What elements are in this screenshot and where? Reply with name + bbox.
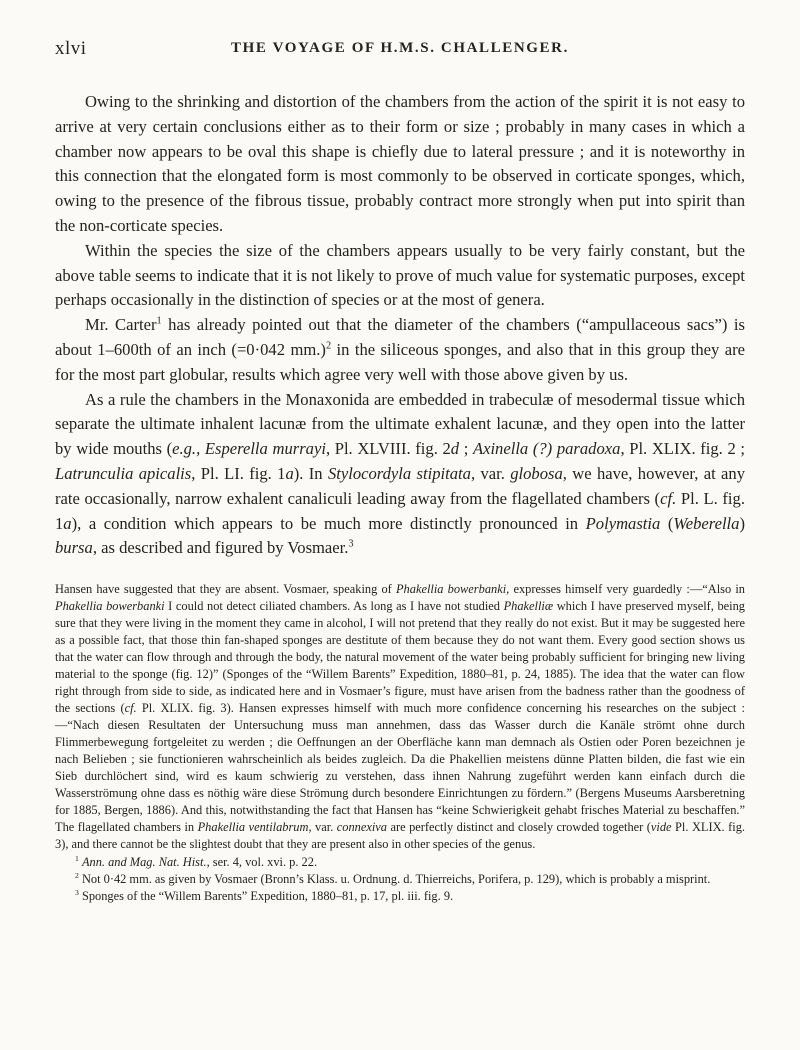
text-segment: Latrunculia apicalis xyxy=(55,463,192,483)
text-segment: ), a condition which appears to be much more distinctly pronounced in xyxy=(71,513,586,533)
text-segment: d xyxy=(450,439,460,459)
text-segment: Ann. and Mag. Nat. Hist. xyxy=(81,855,207,870)
text-segment: Phakellia bowerbanki xyxy=(55,599,165,614)
footnote-2 xyxy=(55,871,745,888)
footnote-continuation xyxy=(55,581,745,853)
text-segment: , var. xyxy=(470,463,511,483)
text-segment: Pl. XLIX. fig. 3). Hansen expresses himself with much more confidence concerning his researches on the subject :—“Nach diesen Resultaten der Untersuchung muss man annehmen, dass das Wasser durch die Kanäle strömt ohne durch Flimmerbewegung fortgeleitet zu werden ; die Oeffnungen an der Oberfläche kann man demnach als Ostien oder Poren bezeichnen je nach Belieben ; sie functionieren wahrscheinlich als beides zugleich. Da die Phakellien meistens dünne Platten bilden, die fast wie ein Sieb durchlöchert sind, wird es kaum schwierig zu verstehen, dass ihnen Nahrung zugeführt werden kann einfach durch die Wasserströmung ohne dass es nöthig wäre diese Strömung durch besondere Einrichtungen zu fördern.” (Bergens Museums Aarsberetning for 1885, Bergen, 1886). And this, notwithstanding the fact that Hansen has “keine Schwierigkeit gehabt frisches Material zu beschaffen.” The flagellated chambers in xyxy=(55,701,745,835)
text-segment: has already pointed out that the diameter of the chambers (“ampullaceous sacs”) is about 1–600th of an inch (=0·042 mm.) xyxy=(55,315,745,359)
main-text xyxy=(55,90,745,561)
text-segment: vide xyxy=(650,820,672,835)
text-segment: Axinella (?) paradoxa xyxy=(472,439,621,459)
text-segment: , we have, however, at any rate occasionally, narrow exhalent canaliculi leading away from the flagellated chambers ( xyxy=(55,463,746,508)
text-segment: e.g., Esperella murrayi xyxy=(172,439,326,459)
footnote-marker: 3 xyxy=(75,888,79,898)
text-segment: , var. xyxy=(308,820,337,835)
text-segment: , Pl. XLVIII. fig. 2 xyxy=(325,439,451,459)
paragraph-3 xyxy=(55,313,745,387)
page-number: xlvi xyxy=(55,38,87,59)
footnote-marker: 2 xyxy=(325,340,332,352)
text-segment: , as described and figured by Vosmaer. xyxy=(92,538,349,558)
text-segment: Phakelliæ xyxy=(503,599,554,614)
footnotes xyxy=(55,854,745,905)
text-segment: which I have preserved myself, being sure that they were living in the moment they came in alcohol, I will not pretend that they really do not exist. But it may be suggested here as a possible fact, that those thin fan-shaped sponges are destitute of them because they do not want them. Every good section shows us that the water can flow through and through the body, the natural movement of the water being probably sufficient for bringing new living material to the sponge (fig. 12)” (Sponges of the “Willem Barents” Expedition, 1880–81, p. 24, 1885). The idea that the water can flow right through from side to side, as indicated here and in Vosmaer’s figure, must have arisen from the badness rather than the goodness of the sections ( xyxy=(55,599,746,716)
text-segment: Pl. XLIX. fig. 3), and there cannot be the slightest doubt that they are present also in other species of the genus. xyxy=(55,820,745,852)
text-segment: Sponges of the “Willem Barents” Expedition, 1880–81, p. 17, pl. iii. fig. 9. xyxy=(78,889,454,904)
text-segment: Mr. Carter xyxy=(85,315,157,335)
text-segment: in the siliceous sponges, and also that in this group they are for the most part globular, results which agree very well with those above given by us. xyxy=(55,339,745,384)
text-segment: connexiva xyxy=(336,820,388,835)
text-segment: ; xyxy=(459,439,473,459)
text-segment: , Pl. LI. fig. 1 xyxy=(191,463,286,483)
text-segment: bursa xyxy=(55,538,93,558)
paragraph-1 xyxy=(55,90,745,239)
text-segment: I could not detect ciliated chambers. As long as I have not studied xyxy=(164,599,504,614)
text-segment: a xyxy=(285,463,294,483)
text-segment: Stylocordyla stipitata xyxy=(327,463,471,483)
text-segment: Phakellia bowerbanki xyxy=(395,582,507,597)
footnote-marker: 1 xyxy=(156,315,162,327)
running-title: THE VOYAGE OF H.M.S. CHALLENGER. xyxy=(231,40,569,56)
text-segment: , ser. 4, vol. xvi. p. 22. xyxy=(206,855,318,870)
text-segment: Phakellia ventilabrum xyxy=(197,820,309,835)
text-segment: Within the species the size of the chambers appears usually to be very fairly constant, but the above table seems to indicate that it is not likely to prove of much value for systematic purposes, except perhaps occasionally in the distinction of species or at the most of genera. xyxy=(55,240,745,310)
text-segment: cf. xyxy=(660,488,677,508)
footnote-1 xyxy=(55,854,745,871)
text-segment: cf. xyxy=(124,701,137,716)
paragraph-2 xyxy=(55,239,745,313)
text-segment: , expresses himself very guardedly :—“Also in xyxy=(506,582,745,597)
paragraph-4 xyxy=(55,388,745,562)
text-segment: Hansen have suggested that they are absent. Vosmaer, speaking of xyxy=(55,582,396,597)
text-segment: globosa xyxy=(510,463,563,483)
text-segment: As a rule the chambers in the Monaxonida are embedded in trabeculæ of mesodermal tissue which separate the ultimate inhalent lacunæ from the ultimate exhalent lacunæ, and they open into the latter by wide mouths ( xyxy=(55,389,745,459)
text-segment: Pl. L. fig. 1 xyxy=(55,488,745,533)
footnote-marker: 1 xyxy=(75,854,79,864)
text-segment: ( xyxy=(660,513,674,533)
text-segment: Not 0·42 mm. as given by Vosmaer (Bronn’s Klass. u. Ordnung. d. Thierreichs, Porifera, p. 129), which is probably a misprint. xyxy=(78,872,711,887)
page-header xyxy=(55,36,745,62)
text-segment: , Pl. XLIX. fig. 2 ; xyxy=(620,439,745,459)
text-segment: ). In xyxy=(293,463,328,483)
footnote-marker: 3 xyxy=(348,538,354,550)
text-segment: Owing to the shrinking and distortion of the chambers from the action of the spirit it is not easy to arrive at very certain conclusions either as to their form or size ; probably in many cases in which a chamber now appears to be oval this shape is chiefly due to lateral pressure ; and it is noteworthy in this connection that the elongated form is most commonly to be observed in corticate sponges, which, owing to the presence of the fibrous tissue, probably contract more strongly when put into spirit than the non-corticate species. xyxy=(55,92,745,235)
text-segment: Polymastia xyxy=(585,513,661,533)
footnote-marker: 2 xyxy=(75,871,79,881)
text-segment: a xyxy=(63,513,72,533)
text-segment: ) xyxy=(739,513,745,533)
text-segment: Weberella xyxy=(673,513,740,533)
footnote-3 xyxy=(55,888,745,905)
text-segment: are perfectly distinct and closely crowded together ( xyxy=(387,820,651,835)
